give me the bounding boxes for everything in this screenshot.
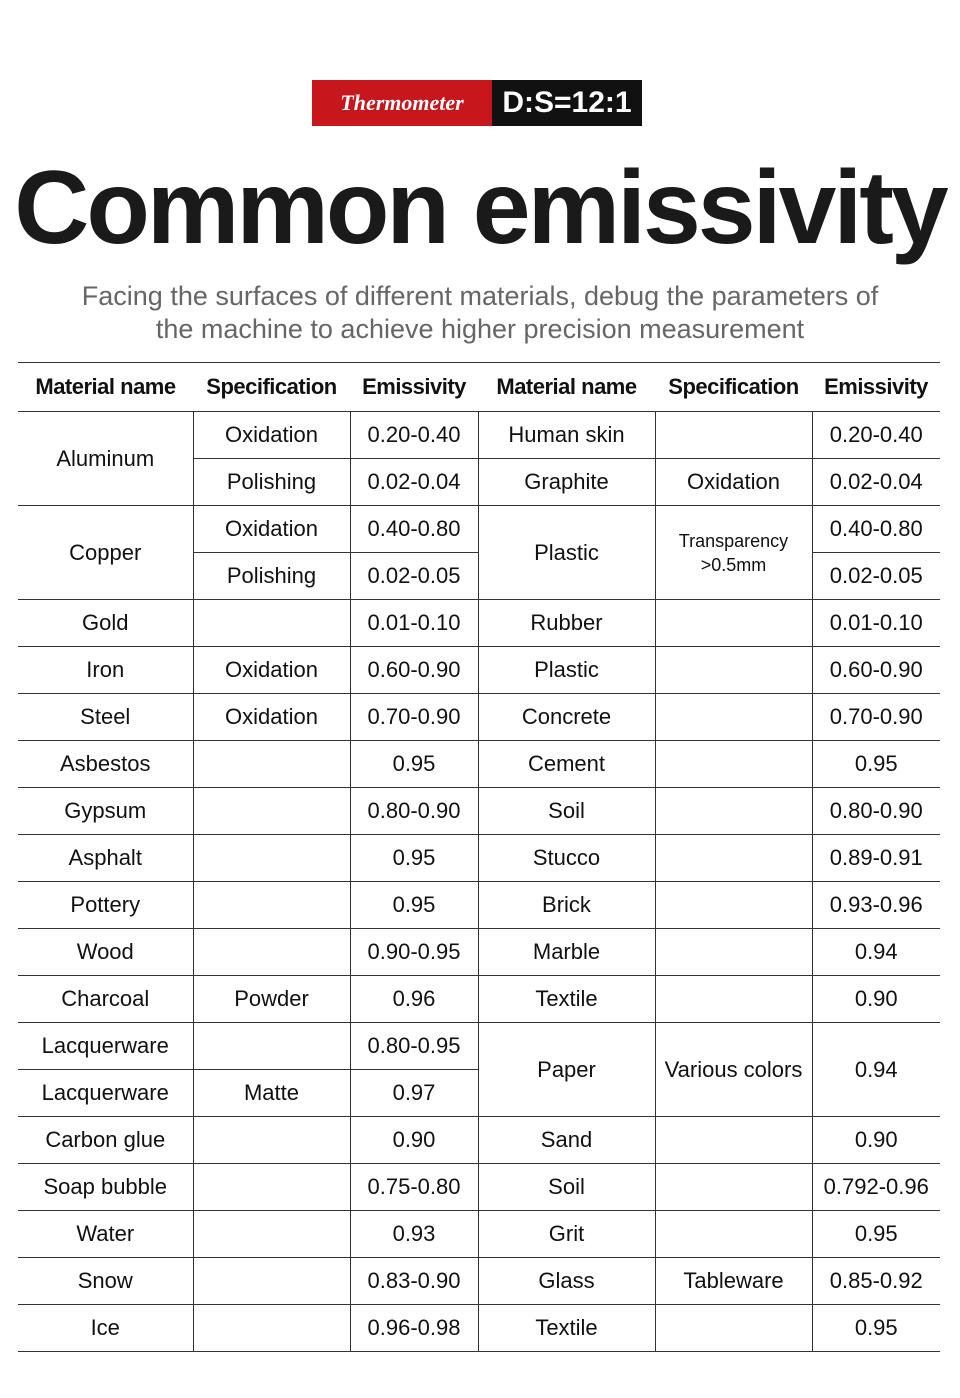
material-name: Pottery [18,882,193,929]
emissivity: 0.02-0.05 [812,553,940,600]
specification [193,1258,350,1305]
emissivity: 0.20-0.40 [350,412,478,459]
material-name: Cement [478,741,655,788]
table-row [18,694,940,741]
specification [655,1305,812,1352]
badge-thermometer: Thermometer [312,80,492,126]
emissivity: 0.89-0.91 [812,835,940,882]
emissivity: 0.792-0.96 [812,1164,940,1211]
material-name: Brick [478,882,655,929]
header-material-name-right: Material name [478,363,655,412]
material-name: Glass [478,1258,655,1305]
table-row [18,929,940,976]
material-name: Human skin [478,412,655,459]
material-name: Iron [18,647,193,694]
emissivity: 0.90 [812,1117,940,1164]
material-name: Asphalt [18,835,193,882]
material-name: Grit [478,1211,655,1258]
material-name: Textile [478,976,655,1023]
table-row [18,506,940,553]
emissivity: 0.60-0.90 [812,647,940,694]
emissivity: 0.95 [812,741,940,788]
material-name: Aluminum [18,412,193,506]
emissivity: 0.02-0.05 [350,553,478,600]
table-row [18,741,940,788]
material-name: Marble [478,929,655,976]
specification: Transparency >0.5mm [655,506,812,600]
specification: Various colors [655,1023,812,1117]
material-name: Soil [478,788,655,835]
specification [655,694,812,741]
specification: Powder [193,976,350,1023]
emissivity: 0.01-0.10 [350,600,478,647]
specification [193,929,350,976]
material-name: Gold [18,600,193,647]
emissivity: 0.94 [812,1023,940,1117]
material-name: Gypsum [18,788,193,835]
specification [193,788,350,835]
header-specification-right: Specification [655,363,812,412]
emissivity: 0.70-0.90 [350,694,478,741]
specification: Matte [193,1070,350,1117]
material-name: Copper [18,506,193,600]
specification [655,1211,812,1258]
emissivity: 0.90 [350,1117,478,1164]
material-name: Lacquerware [18,1070,193,1117]
table-row [18,1211,940,1258]
specification [193,1305,350,1352]
emissivity: 0.95 [350,835,478,882]
material-name: Lacquerware [18,1023,193,1070]
badge-ratio: D:S=12:1 [492,80,642,126]
specification [655,1164,812,1211]
material-name: Soap bubble [18,1164,193,1211]
material-name: Carbon glue [18,1117,193,1164]
specification [193,741,350,788]
subtitle-line-1: Facing the surfaces of different materials, debug the parameters of [81,281,879,311]
emissivity: 0.93 [350,1211,478,1258]
emissivity: 0.83-0.90 [350,1258,478,1305]
specification [655,1117,812,1164]
subtitle-line-2: the machine to achieve higher precision measurement [155,314,805,344]
specification [193,1023,350,1070]
material-name: Steel [18,694,193,741]
specification: Oxidation [193,412,350,459]
specification [655,882,812,929]
emissivity-table [18,362,940,1352]
emissivity: 0.60-0.90 [350,647,478,694]
material-name: Concrete [478,694,655,741]
emissivity: 0.90 [812,976,940,1023]
emissivity: 0.95 [812,1211,940,1258]
material-name: Stucco [478,835,655,882]
header-material-name-left: Material name [18,363,193,412]
page-subtitle [0,280,960,346]
material-name: Soil [478,1164,655,1211]
table-row [18,882,940,929]
material-name: Water [18,1211,193,1258]
table-header-row [18,363,940,412]
material-name: Charcoal [18,976,193,1023]
specification: Polishing [193,553,350,600]
specification [655,835,812,882]
emissivity: 0.95 [812,1305,940,1352]
table-row [18,835,940,882]
specification [193,1211,350,1258]
table-row [18,976,940,1023]
material-name: Plastic [478,506,655,600]
emissivity: 0.40-0.80 [812,506,940,553]
specification: Oxidation [193,647,350,694]
emissivity: 0.75-0.80 [350,1164,478,1211]
material-name: Graphite [478,459,655,506]
table-row [18,1117,940,1164]
specification: Oxidation [193,506,350,553]
material-name: Snow [18,1258,193,1305]
specification [655,600,812,647]
table-row [18,1305,940,1352]
material-name: Wood [18,929,193,976]
specification [655,412,812,459]
emissivity: 0.01-0.10 [812,600,940,647]
table-row [18,788,940,835]
material-name: Plastic [478,647,655,694]
emissivity: 0.80-0.90 [350,788,478,835]
emissivity: 0.93-0.96 [812,882,940,929]
specification [193,882,350,929]
header-emissivity-right: Emissivity [812,363,940,412]
specification [655,976,812,1023]
header-emissivity-left: Emissivity [350,363,478,412]
specification [655,647,812,694]
specification [193,835,350,882]
specification: Oxidation [655,459,812,506]
table-row [18,1258,940,1305]
material-name: Paper [478,1023,655,1117]
emissivity: 0.40-0.80 [350,506,478,553]
material-name: Ice [18,1305,193,1352]
emissivity: 0.94 [812,929,940,976]
specification [193,1117,350,1164]
emissivity: 0.96 [350,976,478,1023]
specification [655,788,812,835]
emissivity: 0.96-0.98 [350,1305,478,1352]
specification: Polishing [193,459,350,506]
table-row [18,647,940,694]
emissivity: 0.95 [350,741,478,788]
emissivity: 0.90-0.95 [350,929,478,976]
material-name: Asbestos [18,741,193,788]
emissivity: 0.85-0.92 [812,1258,940,1305]
material-name: Textile [478,1305,655,1352]
emissivity: 0.80-0.90 [812,788,940,835]
table-row [18,412,940,459]
emissivity: 0.70-0.90 [812,694,940,741]
page-title: Common emissivity [14,150,946,266]
emissivity: 0.20-0.40 [812,412,940,459]
table-row [18,1164,940,1211]
specification [193,600,350,647]
material-name: Sand [478,1117,655,1164]
header-specification-left: Specification [193,363,350,412]
emissivity: 0.97 [350,1070,478,1117]
table-row [18,600,940,647]
emissivity: 0.95 [350,882,478,929]
specification: Oxidation [193,694,350,741]
emissivity: 0.80-0.95 [350,1023,478,1070]
table-row [18,1023,940,1070]
specification [655,741,812,788]
product-badge [312,80,642,126]
material-name: Rubber [478,600,655,647]
specification [655,929,812,976]
specification: Tableware [655,1258,812,1305]
emissivity: 0.02-0.04 [812,459,940,506]
emissivity: 0.02-0.04 [350,459,478,506]
specification [193,1164,350,1211]
